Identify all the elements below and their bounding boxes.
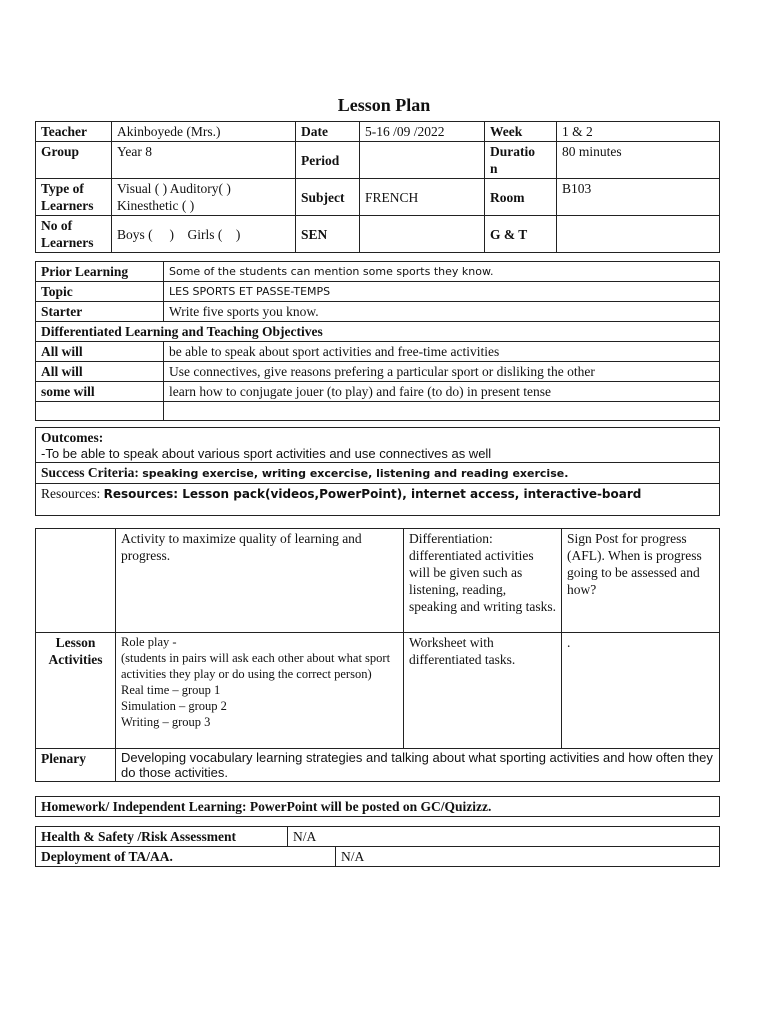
starter-label: Starter bbox=[36, 302, 164, 322]
teacher-value: Akinboyede (Mrs.) bbox=[112, 122, 296, 142]
topic-label: Topic bbox=[36, 282, 164, 302]
outcomes-cell bbox=[36, 428, 720, 463]
health-safety-label: Health & Safety /Risk Assessment bbox=[36, 827, 288, 847]
plenary-text: Developing vocabulary learning strategies and talking about what sporting activities and how often they do those activities. bbox=[116, 749, 720, 782]
objective-text: be able to speak about sport activities and free-time activities bbox=[164, 342, 720, 362]
lesson-activities-label: Lesson Activities bbox=[36, 633, 116, 749]
lesson-signpost-text: . bbox=[562, 633, 720, 749]
success-criteria-cell bbox=[36, 463, 720, 484]
date-value: 5-16 /09 /2022 bbox=[360, 122, 485, 142]
objective-text: learn how to conjugate jouer (to play) and faire (to do) in present tense bbox=[164, 382, 720, 402]
period-value bbox=[360, 142, 485, 179]
group-value: Year 8 bbox=[112, 142, 296, 179]
period-label: Period bbox=[296, 142, 360, 179]
duration-value: 80 minutes bbox=[557, 142, 720, 179]
homework-table bbox=[35, 796, 720, 817]
week-label: Week bbox=[485, 122, 557, 142]
objective-label bbox=[36, 402, 164, 421]
no-learners-value: Boys ( ) Girls ( ) bbox=[112, 216, 296, 253]
activity-column-header: Activity to maximize quality of learning and progress. bbox=[116, 529, 404, 633]
no-learners-label: No of Learners bbox=[36, 216, 112, 253]
prior-learning-label: Prior Learning bbox=[36, 262, 164, 282]
objective-text bbox=[164, 402, 720, 421]
resources-value: Resources: Lesson pack(videos,PowerPoint), internet access, interactive-board bbox=[103, 487, 642, 501]
homework-text: Homework/ Independent Learning: PowerPoint will be posted on GC/Quizizz. bbox=[36, 797, 720, 817]
lesson-header-table bbox=[35, 121, 720, 253]
lesson-activity-text: Role play - (students in pairs will ask each other about what sport activities they play or do using the correct person) Real time – group 1 Simulation – group 2 Writing – group 3 bbox=[116, 633, 404, 749]
resources-label: Resources: bbox=[41, 486, 101, 501]
objective-label: All will bbox=[36, 362, 164, 382]
activities-blank-header bbox=[36, 529, 116, 633]
learners-type-value: Visual ( ) Auditory( ) Kinesthetic ( ) bbox=[112, 179, 296, 216]
objectives-table bbox=[35, 261, 720, 421]
ta-deployment-value: N/A bbox=[336, 847, 720, 867]
plenary-label: Plenary bbox=[36, 749, 116, 782]
sen-label: SEN bbox=[296, 216, 360, 253]
room-value: B103 bbox=[557, 179, 720, 216]
footer-table bbox=[35, 826, 720, 867]
gt-value bbox=[557, 216, 720, 253]
teacher-label: Teacher bbox=[36, 122, 112, 142]
subject-value: FRENCH bbox=[360, 179, 485, 216]
ta-deployment-label: Deployment of TA/AA. bbox=[36, 847, 336, 867]
week-value: 1 & 2 bbox=[557, 122, 720, 142]
success-criteria-label: Success Criteria: bbox=[41, 465, 139, 480]
starter-value: Write five sports you know. bbox=[164, 302, 720, 322]
topic-value: LES SPORTS ET PASSE-TEMPS bbox=[164, 282, 720, 302]
gt-label: G & T bbox=[485, 216, 557, 253]
lesson-differentiation-text: Worksheet with differentiated tasks. bbox=[404, 633, 562, 749]
date-label: Date bbox=[296, 122, 360, 142]
objective-text: Use connectives, give reasons prefering a particular sport or disliking the other bbox=[164, 362, 720, 382]
outcomes-label: Outcomes: bbox=[41, 430, 104, 445]
outcomes-table bbox=[35, 427, 720, 516]
objective-label: some will bbox=[36, 382, 164, 402]
health-safety-value: N/A bbox=[288, 827, 720, 847]
signpost-column-header: Sign Post for progress (AFL). When is progress going to be assessed and how? bbox=[562, 529, 720, 633]
objective-label: All will bbox=[36, 342, 164, 362]
outcomes-text: -To be able to speak about various sport activities and use connectives as well bbox=[41, 446, 492, 461]
objectives-heading: Differentiated Learning and Teaching Objectives bbox=[36, 322, 720, 342]
room-label: Room bbox=[485, 179, 557, 216]
activities-table bbox=[35, 528, 720, 782]
prior-learning-value: Some of the students can mention some sports they know. bbox=[164, 262, 720, 282]
group-label: Group bbox=[36, 142, 112, 179]
resources-cell bbox=[36, 484, 720, 516]
duration-label: Duratio n bbox=[485, 142, 557, 179]
differentiation-column-header: Differentiation: differentiated activities will be given such as listening, reading, speaking and writing tasks. bbox=[404, 529, 562, 633]
success-criteria-value: speaking exercise, writing excercise, listening and reading exercise. bbox=[142, 467, 569, 480]
page-title: Lesson Plan bbox=[337, 95, 431, 115]
subject-label: Subject bbox=[296, 179, 360, 216]
sen-value bbox=[360, 216, 485, 253]
learners-type-label: Type of Learners bbox=[36, 179, 112, 216]
